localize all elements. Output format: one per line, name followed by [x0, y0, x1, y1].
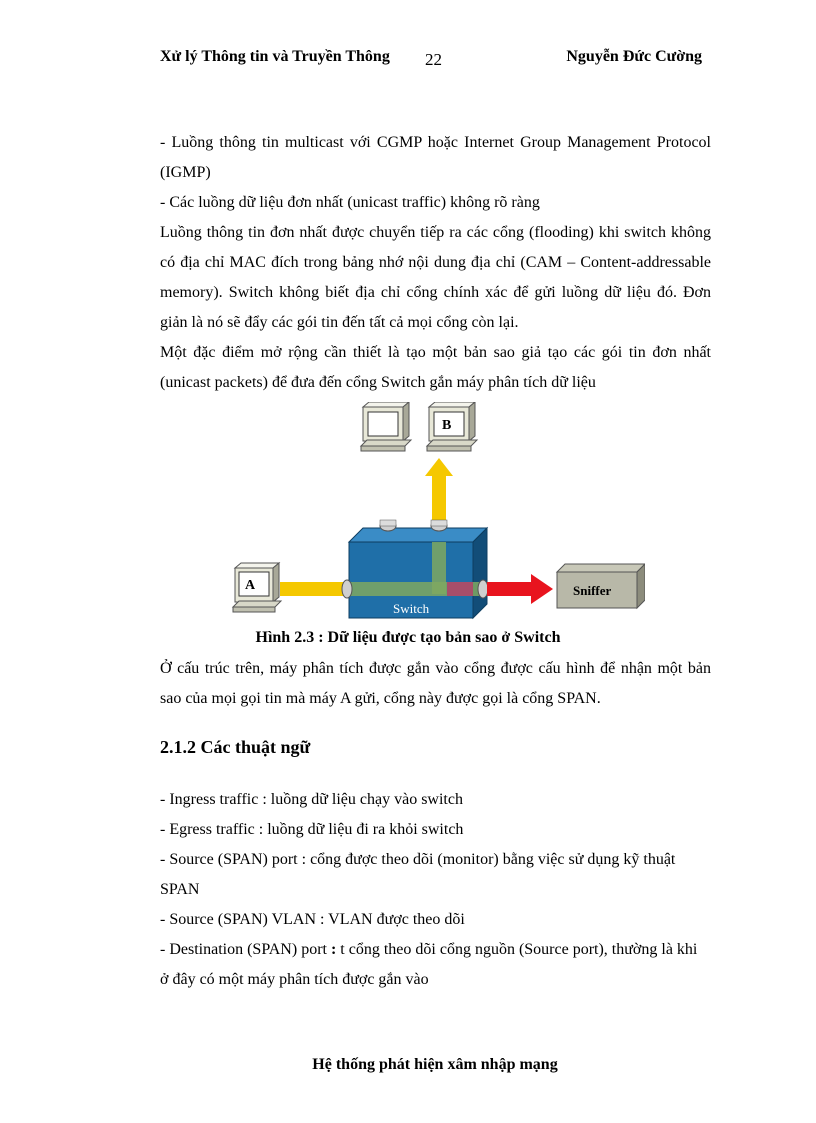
text-line: - Luồng thông tin multicast với CGMP hoặc Internet Group Management Protocol	[160, 134, 711, 151]
term-list	[160, 785, 711, 995]
list-item: ở đây có một máy phân tích được gắn vào	[160, 971, 429, 988]
sniffer-icon	[557, 564, 645, 608]
term-description: t cổng theo dõi cổng nguồn (Source port), thường là khi	[336, 941, 698, 958]
section-heading: 2.1.2 Các thuật ngữ	[160, 737, 311, 757]
text-line: có địa chỉ MAC đích trong bảng nhớ nội dung địa chỉ (CAM – Content-addressable	[160, 254, 711, 271]
page-footer: Hệ thống phát hiện xâm nhập mạng	[312, 1056, 558, 1073]
list-item: - Ingress traffic : luồng dữ liệu chạy vào switch	[160, 791, 463, 808]
list-item	[160, 935, 711, 965]
paragraph-multicast	[160, 128, 711, 398]
switch-icon	[342, 520, 488, 618]
page-header	[160, 48, 702, 72]
text-line: Luồng thông tin đơn nhất được chuyển tiếp ra các cổng (flooding) khi switch không	[160, 224, 711, 241]
list-item: - Source (SPAN) VLAN : VLAN được theo dõi	[160, 911, 465, 928]
text-line: memory). Switch không biết địa chỉ cổng chính xác để gửi luồng dữ liệu đó. Đơn	[160, 284, 711, 301]
text-line: Một đặc điểm mở rộng cần thiết là tạo một bản sao giả tạo các gói tin đơn nhất	[160, 344, 711, 361]
text-line: Ở cấu trúc trên, máy phân tích được gắn vào cổng được cấu hình để nhận một bản	[160, 660, 711, 677]
label-switch: Switch	[393, 601, 430, 616]
computer-a-icon	[233, 563, 281, 612]
header-author: Nguyễn Đức Cường	[566, 48, 702, 65]
page-number: 22	[425, 50, 442, 69]
text-line: (unicast packets) để đưa đến cổng Switch gắn máy phân tích dữ liệu	[160, 374, 596, 391]
list-item: - Source (SPAN) port : cổng được theo dõi (monitor) bằng việc sử dụng kỹ thuật	[160, 851, 676, 868]
list-item: SPAN	[160, 881, 200, 898]
computer-icon	[361, 402, 411, 451]
paragraph-after-figure	[160, 654, 711, 714]
text-line: (IGMP)	[160, 164, 211, 181]
text-line: giản là nó sẽ đẩy các gói tin đến tất cả mọi cổng còn lại.	[160, 314, 519, 331]
text-line: sao của mọi gọi tin mà máy A gửi, cổng này được gọi là cổng SPAN.	[160, 690, 601, 707]
term-label: - Destination (SPAN) port	[160, 941, 331, 958]
switch-span-figure	[225, 402, 645, 622]
label-sniffer: Sniffer	[573, 583, 612, 598]
figure-caption: Hình 2.3 : Dữ liệu được tạo bản sao ở Switch	[255, 629, 561, 646]
label-b: B	[442, 418, 452, 433]
label-a: A	[245, 578, 256, 593]
header-title: Xử lý Thông tin và Truyền Thông	[160, 48, 390, 65]
computer-b-icon	[427, 402, 477, 451]
text-line: - Các luồng dữ liệu đơn nhất (unicast traffic) không rõ ràng	[160, 194, 540, 211]
arrow-from-a	[280, 582, 350, 596]
list-item: - Egress traffic : luồng dữ liệu đi ra khỏi switch	[160, 821, 464, 838]
term-colon: :	[330, 941, 337, 958]
